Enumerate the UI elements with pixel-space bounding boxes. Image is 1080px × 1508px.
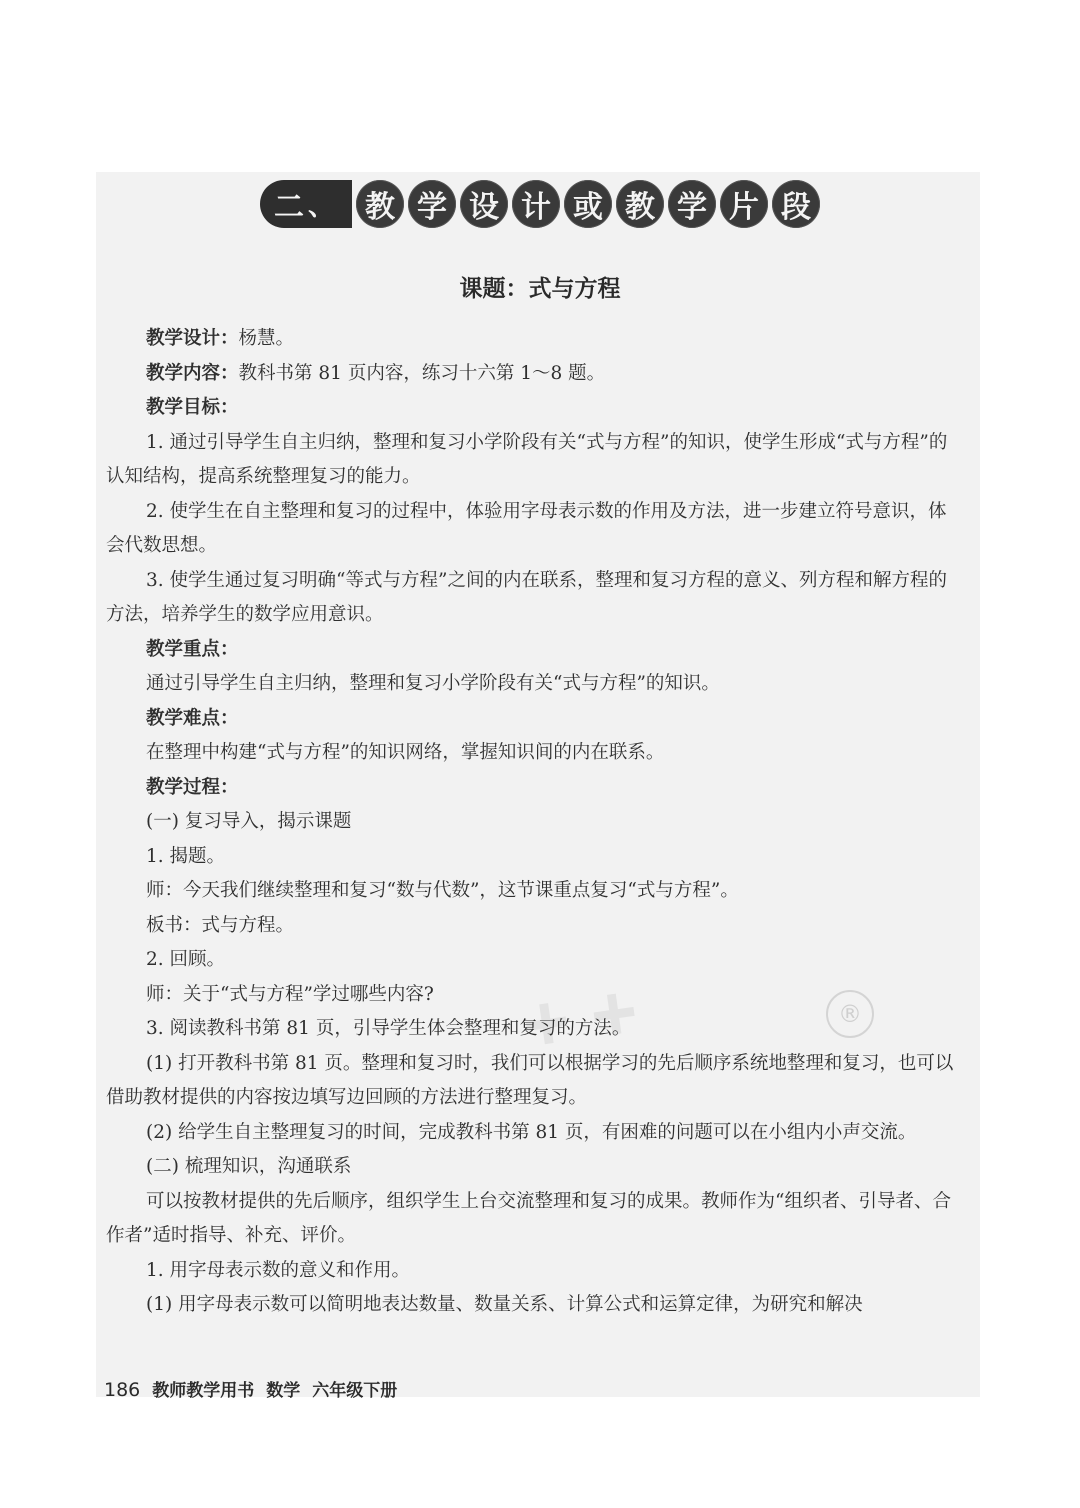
paragraph-text: 板书：式与方程。 [146,914,295,936]
paragraph-label: 教学设计： [146,328,239,349]
paragraph [106,702,964,737]
paragraph [106,1150,964,1185]
banner-char: 教 [356,180,404,228]
paragraph-label: 教学目标： [146,397,239,418]
section-number: 二 [273,190,304,225]
paragraph-text: 在整理中构建“式与方程”的知识网络，掌握知识间的内在联系。 [146,742,665,763]
page-footer [104,1376,397,1401]
banner-char: 计 [512,180,560,228]
footer-book: 教师教学用书 [152,1381,255,1401]
section-number-badge [260,180,352,228]
lesson-title: 课题：式与方程 [459,276,621,302]
paragraph-text: 杨慧。 [238,328,295,349]
paragraph-label: 教学内容： [146,362,239,384]
paragraph [106,322,964,357]
paragraph [106,1047,964,1116]
banner-char: 片 [720,180,768,228]
banner-char: 学 [668,180,716,228]
body-text [106,322,964,1323]
banner-char: 学 [408,180,456,228]
paragraph-text: 通过引导学生自主归纳，整理和复习小学阶段有关“式与方程”的知识。 [146,673,720,694]
banner-char: 或 [564,180,612,228]
paragraph-text: 1. 通过引导学生自主归纳，整理和复习小学阶段有关“式与方程”的知识，使学生形成“式与方程”的认知结构，提高系统整理复习的能力。 [106,431,948,487]
paragraph-text: (一) 复习导入，揭示课题 [146,811,352,832]
paragraph [106,909,964,944]
paragraph-text: (1) 用字母表示数可以简明地表达数量、数量关系、计算公式和运算定律，为研究和解决 [146,1294,863,1315]
footer-subject: 数学 [266,1381,301,1401]
paragraph-text: 教科书第 81 页内容，练习十六第 1～8 题。 [238,362,606,384]
paragraph-label: 教学重点： [146,638,239,660]
paragraph [106,1012,964,1047]
section-banner [0,180,1080,228]
paragraph-text: 2. 使学生在自主整理和复习的过程中，体验用字母表示数的作用及方法，进一步建立符号意识，体会代数思想。 [106,500,947,556]
paragraph [106,633,964,668]
paragraph [106,426,964,495]
registered-mark-icon: ® [826,990,874,1038]
paragraph [106,840,964,875]
paragraph-text: (1) 打开教科书第 81 页。整理和复习时，我们可以根据学习的先后顺序系统地整理和复习，也可以借助教材提供的内容按边填写边回顾的方法进行整理复习。 [106,1052,954,1108]
paragraph [106,1185,964,1254]
paragraph [106,805,964,840]
banner-char: 设 [460,180,508,228]
paragraph [106,357,964,392]
paragraph-text: (2) 给学生自主整理复习的时间，完成教科书第 81 页，有困难的问题可以在小组内小声交流。 [146,1121,917,1143]
paragraph [106,667,964,702]
banner-char: 段 [772,180,820,228]
banner-char: 教 [616,180,664,228]
paragraph-label: 教学过程： [146,776,239,798]
paragraph-text: 师：关于“式与方程”学过哪些内容? [146,983,434,1005]
section-separator: 、 [307,191,334,222]
page-number: 186 [104,1379,141,1401]
paragraph [106,391,964,426]
paragraph-text: 可以按教材提供的先后顺序，组织学生上台交流整理和复习的成果。教师作为“组织者、引导者、合作者”适时指导、补充、评价。 [106,1190,951,1246]
paragraph-text: 3. 阅读教科书第 81 页，引导学生体会整理和复习的方法。 [146,1018,631,1039]
paragraph [106,943,964,978]
paragraph [106,978,964,1013]
paragraph-text: 1. 用字母表示数的意义和作用。 [146,1259,411,1281]
paragraph [106,874,964,909]
paragraph [106,564,964,633]
paragraph-text: 师：今天我们继续整理和复习“数与代数”，这节课重点复习“式与方程”。 [146,880,739,901]
paragraph-text: (二) 梳理知识，沟通联系 [146,1156,352,1177]
paragraph [106,495,964,564]
footer-grade: 六年级下册 [312,1381,398,1401]
watermark: ᐩᐩ [508,951,669,1143]
paragraph [106,1116,964,1151]
paragraph-label: 教学难点： [146,707,239,729]
paragraph [106,736,964,771]
paragraph-text: 2. 回顾。 [146,949,226,970]
paragraph [106,771,964,806]
paragraph [106,1288,964,1323]
paragraph-text: 1. 揭题。 [146,845,226,867]
paragraph [106,1254,964,1289]
paragraph-text: 3. 使学生通过复习明确“等式与方程”之间的内在联系，整理和复习方程的意义、列方程和解方程的方法，培养学生的数学应用意识。 [106,569,947,625]
